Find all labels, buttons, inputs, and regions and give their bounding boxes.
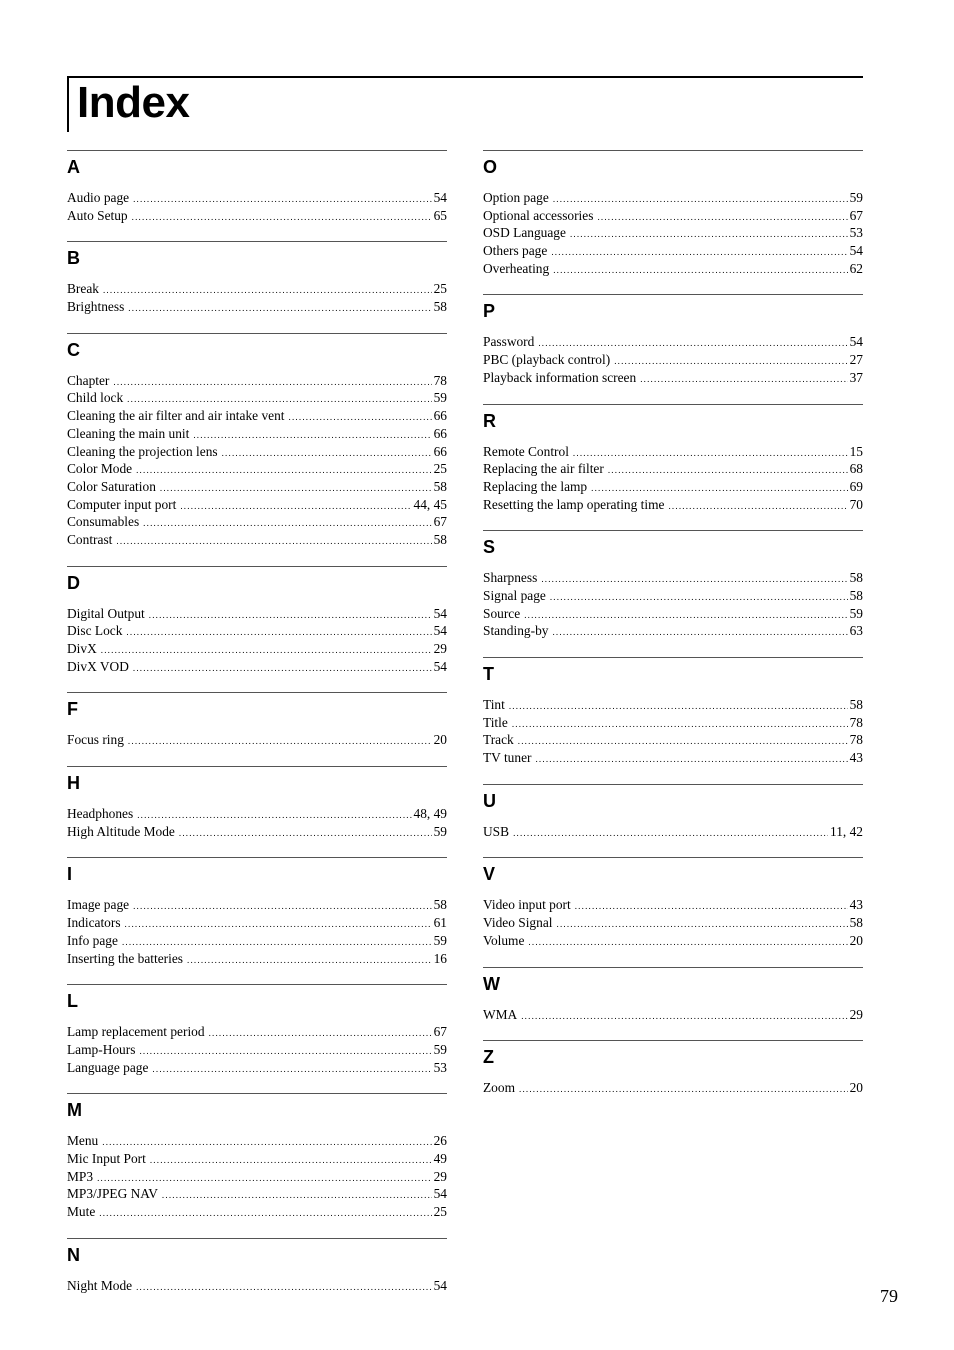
entry-page: 54: [433, 1277, 447, 1293]
index-entry: [67, 605, 447, 623]
entry-term: Title: [483, 714, 508, 730]
dot-leader: [139, 1043, 431, 1061]
entry-page: 58: [433, 299, 447, 315]
entry-page: 59: [849, 605, 863, 621]
index-entry: [67, 1168, 447, 1186]
entry-page: 58: [849, 570, 863, 586]
entry-term: Lamp-Hours: [67, 1041, 136, 1057]
section-letter: O: [483, 157, 498, 177]
entry-term: Contrast: [67, 531, 113, 547]
index-entry: [483, 224, 863, 242]
dot-leader: [512, 716, 848, 734]
entry-term: Resetting the lamp operating time: [483, 496, 665, 512]
index-entry: [483, 622, 863, 640]
entry-page: 61: [433, 915, 447, 931]
index-entry: [67, 731, 447, 749]
entry-term: Night Mode: [67, 1277, 133, 1293]
dot-leader: [150, 1152, 432, 1170]
dot-leader: [149, 607, 432, 625]
entry-term: Replacing the air filter: [483, 461, 604, 477]
entry-term: Zoom: [483, 1080, 515, 1096]
entry-page: 66: [433, 425, 447, 441]
section-letter: L: [67, 991, 78, 1012]
section-letter: Z: [483, 1047, 494, 1068]
entry-page: 37: [849, 369, 863, 385]
index-entry: [483, 914, 863, 932]
section-letter: C: [67, 339, 80, 360]
dot-leader: [222, 445, 432, 463]
entry-term: Brightness: [67, 299, 125, 315]
dot-leader: [193, 427, 431, 445]
entry-term: Menu: [67, 1133, 99, 1149]
dot-leader: [128, 300, 431, 318]
entry-term: High Altitude Mode: [67, 823, 175, 839]
dot-leader: [102, 1134, 431, 1152]
entry-page: 65: [433, 207, 447, 223]
index-entry: [67, 1023, 447, 1041]
index-entry: [67, 1150, 447, 1168]
index-section-u: [483, 784, 863, 841]
index-entry: [67, 1203, 447, 1221]
entry-term: Volume: [483, 932, 525, 948]
index-entry: [67, 932, 447, 950]
index-section-b: [67, 241, 447, 315]
entry-page: 43: [849, 750, 863, 766]
dot-leader: [162, 1187, 432, 1205]
dot-leader: [128, 733, 432, 751]
dot-leader: [575, 898, 848, 916]
index-entry: [67, 896, 447, 914]
dot-leader: [528, 934, 847, 952]
entry-term: Source: [483, 605, 521, 621]
index-entry: [67, 914, 447, 932]
index-entry: [67, 1059, 447, 1077]
entry-page: 67: [433, 1024, 447, 1040]
entry-term: PBC (playback control): [483, 352, 611, 368]
section-letter: R: [483, 410, 496, 431]
entry-term: Indicators: [67, 915, 121, 931]
entry-term: Disc Lock: [67, 623, 123, 639]
index-entry: [483, 714, 863, 732]
entry-term: Option page: [483, 190, 549, 205]
index-entry: [67, 389, 447, 407]
entry-page: 66: [433, 408, 447, 424]
dot-leader: [552, 624, 847, 642]
entry-page: 58: [849, 697, 863, 712]
entry-page: 54: [849, 243, 863, 259]
dot-leader: [103, 282, 432, 300]
index-entry: [67, 823, 447, 841]
dot-leader: [550, 589, 848, 607]
index-entry: [67, 460, 447, 478]
entry-page: 29: [433, 1168, 447, 1184]
entry-page: 78: [849, 732, 863, 748]
entry-term: Mute: [67, 1204, 96, 1219]
entry-page: 25: [433, 1204, 447, 1219]
entry-page: 59: [849, 190, 863, 205]
index-entry: [483, 823, 863, 841]
index-entry: [483, 932, 863, 950]
entry-term: Cleaning the main unit: [67, 425, 190, 441]
dot-leader: [152, 1061, 431, 1079]
dot-leader: [608, 462, 848, 480]
dot-leader: [573, 445, 848, 463]
section-letter: B: [67, 248, 80, 269]
dot-leader: [136, 462, 432, 480]
section-letter: H: [67, 773, 80, 794]
index-entry: [67, 207, 447, 225]
index-entry: [483, 478, 863, 496]
index-entry: [483, 496, 863, 514]
entry-term: Headphones: [67, 806, 134, 822]
dot-leader: [518, 733, 848, 751]
entry-page: 25: [433, 281, 447, 297]
index-entry: [67, 1132, 447, 1150]
entry-term: Audio page: [67, 190, 130, 205]
entry-page: 63: [849, 623, 863, 639]
dot-leader: [179, 825, 432, 843]
index-entry: [483, 731, 863, 749]
dot-leader: [133, 660, 432, 678]
dot-leader: [180, 498, 411, 516]
index-entry: [67, 496, 447, 514]
entry-term: DivX VOD: [67, 658, 129, 674]
entry-term: Chapter: [67, 372, 110, 388]
entry-page: 67: [433, 514, 447, 530]
entry-page: 54: [849, 334, 863, 350]
entry-term: Standing-by: [483, 623, 549, 639]
dot-leader: [133, 898, 432, 916]
index-entry: [67, 658, 447, 676]
entry-page: 16: [433, 950, 447, 966]
dot-leader: [187, 952, 432, 970]
entry-term: Info page: [67, 932, 118, 948]
index-entry: [483, 569, 863, 587]
index-entry: [67, 1277, 447, 1295]
dot-leader: [541, 571, 847, 589]
index-section-h: [67, 766, 447, 840]
entry-term: Tint: [483, 697, 505, 712]
index-section-m: [67, 1093, 447, 1220]
entry-term: Computer input port: [67, 496, 177, 512]
index-entry: [483, 443, 863, 461]
entry-page: 20: [849, 1080, 863, 1096]
entry-page: 78: [849, 714, 863, 730]
index-entry: [483, 333, 863, 351]
entry-page: 54: [433, 190, 447, 205]
entry-term: Overheating: [483, 260, 550, 276]
index-section-f: [67, 692, 447, 749]
entry-term: DivX: [67, 641, 97, 656]
page-number: 79: [880, 1286, 898, 1306]
entry-page: 43: [849, 897, 863, 913]
index-entry: [67, 622, 447, 640]
index-section-i: [67, 857, 447, 967]
index-entry: [483, 1079, 863, 1097]
entry-term: Playback information screen: [483, 369, 637, 385]
index-entry: [483, 1006, 863, 1024]
entry-term: Lamp replacement period: [67, 1024, 205, 1040]
index-section-s: [483, 530, 863, 640]
section-letter: T: [483, 664, 494, 684]
section-letter: I: [67, 864, 73, 885]
dot-leader: [101, 642, 432, 660]
dot-leader: [614, 353, 847, 371]
section-letter: D: [67, 572, 80, 593]
dot-leader: [160, 480, 432, 498]
entry-page: 53: [433, 1059, 447, 1075]
entry-term: Track: [483, 732, 514, 748]
entry-page: 62: [849, 260, 863, 276]
index-section-z: [483, 1040, 863, 1097]
entry-page: 58: [433, 897, 447, 913]
entry-term: Replacing the lamp: [483, 478, 588, 494]
index-section-d: [67, 566, 447, 676]
dot-leader: [519, 1081, 848, 1099]
dot-leader: [524, 607, 847, 625]
index-column-right: [483, 150, 863, 1097]
entry-page: 59: [433, 390, 447, 406]
index-entry: [67, 425, 447, 443]
entry-term: Image page: [67, 897, 130, 913]
entry-term: Optional accessories: [483, 207, 594, 223]
dot-leader: [509, 698, 848, 716]
entry-term: Sharpness: [483, 570, 538, 586]
entry-term: Digital Output: [67, 605, 145, 621]
entry-page: 11, 42: [830, 823, 863, 839]
entry-page: 66: [433, 443, 447, 459]
entry-page: 26: [433, 1133, 447, 1149]
index-section-v: [483, 857, 863, 949]
entry-page: 27: [849, 352, 863, 368]
dot-leader: [132, 209, 432, 227]
section-letter: S: [483, 537, 496, 558]
entry-term: Signal page: [483, 587, 546, 603]
entry-term: MP3/JPEG NAV: [67, 1186, 158, 1202]
index-entry: [483, 749, 863, 767]
entry-page: 58: [433, 478, 447, 494]
entry-term: Password: [483, 334, 535, 350]
page-title: Index: [77, 78, 190, 127]
entry-page: 44, 45: [413, 496, 447, 512]
index-entry: [67, 513, 447, 531]
entry-page: 15: [849, 443, 863, 459]
entry-term: Auto Setup: [67, 207, 128, 223]
entry-page: 54: [433, 605, 447, 621]
entry-term: Child lock: [67, 390, 124, 406]
index-entry: [483, 896, 863, 914]
entry-term: Cleaning the air filter and air intake vent: [67, 408, 285, 424]
dot-leader: [551, 244, 847, 262]
entry-page: 20: [433, 732, 447, 748]
entry-term: Break: [67, 281, 99, 297]
index-entry: [483, 260, 863, 278]
dot-leader: [125, 916, 432, 934]
index-section-w: [483, 967, 863, 1024]
entry-page: 59: [433, 1041, 447, 1057]
entry-page: 20: [849, 932, 863, 948]
entry-term: USB: [483, 823, 510, 839]
entry-term: OSD Language: [483, 225, 566, 241]
index-entry: [483, 460, 863, 478]
index-section-a: [67, 150, 447, 224]
entry-term: Consumables: [67, 514, 140, 530]
index-entry: [483, 696, 863, 714]
dot-leader: [535, 751, 847, 769]
index-entry: [67, 950, 447, 968]
entry-page: 58: [849, 587, 863, 603]
index-section-o: [483, 150, 863, 277]
entry-term: Video input port: [483, 897, 571, 913]
dot-leader: [553, 262, 847, 280]
section-letter: F: [67, 699, 78, 720]
page-title-frame: [67, 76, 863, 132]
entry-page: 54: [433, 1186, 447, 1202]
entry-term: TV tuner: [483, 750, 532, 766]
entry-page: 67: [849, 207, 863, 223]
section-letter: A: [67, 157, 80, 177]
dot-leader: [640, 371, 847, 389]
index-entry: [67, 189, 447, 207]
dot-leader: [513, 825, 828, 843]
entry-page: 78: [433, 372, 447, 388]
entry-term: Color Mode: [67, 461, 133, 477]
index-entry: [67, 407, 447, 425]
index-section-t: [483, 657, 863, 767]
index-entry: [67, 805, 447, 823]
index-entry: [67, 1041, 447, 1059]
index-entry: [67, 280, 447, 298]
entry-page: 25: [433, 461, 447, 477]
entry-term: Mic Input Port: [67, 1150, 146, 1166]
entry-page: 53: [849, 225, 863, 241]
entry-page: 69: [849, 478, 863, 494]
index-entry: [67, 478, 447, 496]
index-entry: [67, 372, 447, 390]
index-entry: [483, 369, 863, 387]
index-entry: [67, 640, 447, 658]
entry-term: MP3: [67, 1168, 94, 1184]
dot-leader: [143, 515, 431, 533]
dot-leader: [557, 916, 848, 934]
entry-term: WMA: [483, 1006, 518, 1022]
dot-leader: [570, 226, 848, 244]
section-letter: P: [483, 301, 496, 322]
entry-page: 54: [433, 658, 447, 674]
index-column-left: [67, 150, 447, 1294]
section-letter: W: [483, 973, 500, 994]
entry-page: 54: [433, 623, 447, 639]
index-entry: [483, 587, 863, 605]
entry-term: Others page: [483, 243, 548, 259]
dot-leader: [597, 209, 847, 227]
index-entry: [483, 351, 863, 369]
dot-leader: [99, 1205, 431, 1223]
entry-term: Language page: [67, 1059, 149, 1075]
index-section-p: [483, 294, 863, 386]
entry-term: Focus ring: [67, 732, 124, 748]
dot-leader: [521, 1008, 847, 1026]
dot-leader: [113, 374, 431, 392]
index-section-c: [67, 333, 447, 549]
dot-leader: [116, 533, 431, 551]
entry-page: 70: [849, 496, 863, 512]
index-entry: [67, 443, 447, 461]
dot-leader: [133, 191, 432, 209]
index-section-r: [483, 404, 863, 514]
section-letter: M: [67, 1100, 82, 1121]
index-entry: [483, 605, 863, 623]
index-entry: [483, 189, 863, 207]
dot-leader: [289, 409, 432, 427]
section-letter: V: [483, 864, 496, 885]
entry-page: 59: [433, 932, 447, 948]
section-letter: N: [67, 1244, 80, 1265]
entry-page: 48, 49: [413, 806, 447, 822]
entry-term: Cleaning the projection lens: [67, 443, 218, 459]
index-entry: [67, 1185, 447, 1203]
entry-term: Inserting the batteries: [67, 950, 184, 966]
entry-page: 58: [849, 915, 863, 931]
entry-page: 58: [433, 531, 447, 547]
entry-page: 49: [433, 1150, 447, 1166]
index-entry: [483, 242, 863, 260]
index-section-n: [67, 1238, 447, 1295]
section-letter: U: [483, 790, 496, 811]
entry-term: Color Saturation: [67, 478, 156, 494]
entry-page: 68: [849, 461, 863, 477]
index-section-l: [67, 984, 447, 1076]
index-entry: [483, 207, 863, 225]
entry-page: 59: [433, 823, 447, 839]
entry-term: Remote Control: [483, 443, 569, 459]
dot-leader: [126, 624, 431, 642]
entry-page: 29: [433, 641, 447, 656]
dot-leader: [136, 1279, 432, 1297]
index-entry: [67, 531, 447, 549]
entry-page: 29: [849, 1006, 863, 1022]
dot-leader: [668, 498, 847, 516]
index-entry: [67, 298, 447, 316]
dot-leader: [209, 1025, 432, 1043]
entry-term: Video Signal: [483, 915, 553, 931]
